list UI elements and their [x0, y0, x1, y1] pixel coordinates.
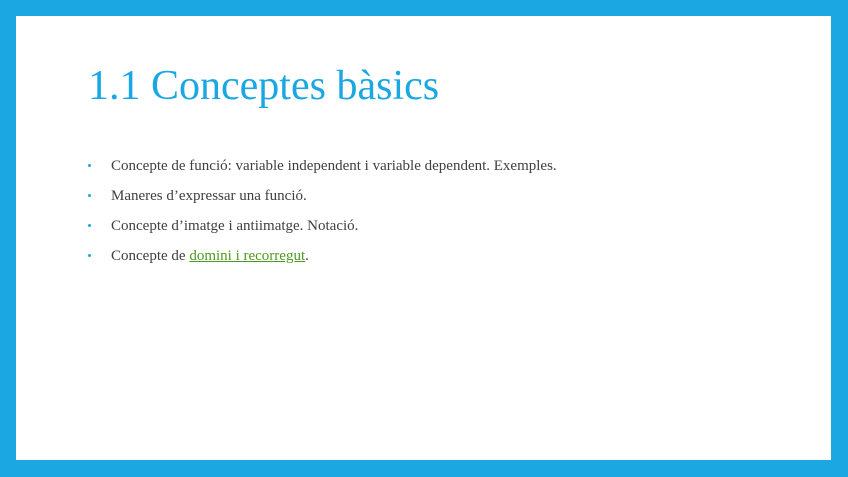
list-item — [88, 246, 557, 276]
bullet-icon — [88, 194, 91, 197]
domini-recorregut-link[interactable]: domini i recorregut — [189, 248, 306, 264]
bullet-icon — [88, 254, 91, 257]
bullet-text: Maneres d’expressar una funció. — [111, 188, 307, 204]
slide-title: 1.1 Conceptes bàsics — [88, 63, 440, 109]
bullet-list — [88, 156, 557, 276]
bullet-text-prefix: Concepte de — [111, 248, 190, 264]
list-item — [88, 216, 557, 246]
bullet-text: Concepte de funció: variable independent i variable dependent. Exemples. — [111, 158, 557, 174]
bullet-text: Concepte d’imatge i antiimatge. Notació. — [111, 218, 359, 234]
bullet-icon — [88, 224, 91, 227]
list-item — [88, 186, 557, 216]
bullet-text-suffix: . — [305, 248, 309, 264]
slide — [16, 16, 831, 460]
list-item — [88, 156, 557, 186]
bullet-icon — [88, 164, 91, 167]
